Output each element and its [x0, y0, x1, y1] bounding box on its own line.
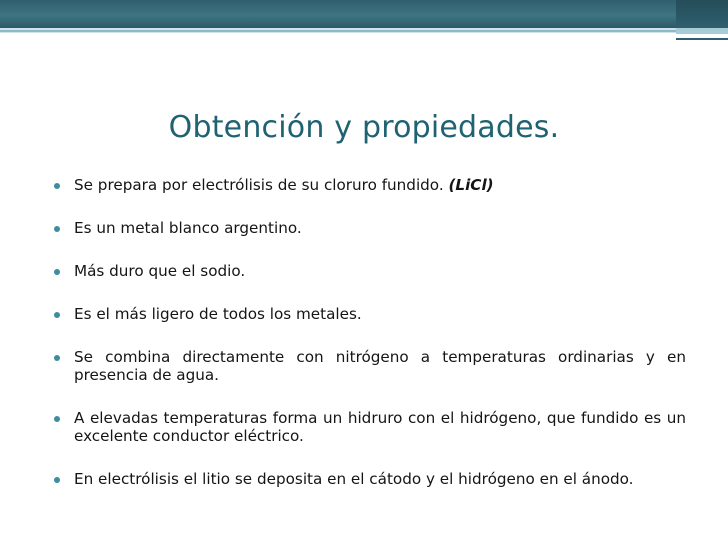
bullet-text: Es un metal blanco argentino. [74, 219, 302, 237]
bullet-item [54, 262, 686, 280]
bullet-item [54, 305, 686, 323]
header-band-right-block [676, 0, 728, 28]
bullet-dot-icon [54, 477, 60, 483]
bullet-text: Es el más ligero de todos los metales. [74, 305, 362, 323]
bullet-item [54, 470, 686, 488]
bullet-text: A elevadas temperaturas forma un hidruro con el hidrógeno, que fundido es un excelente conductor eléctrico. [74, 409, 686, 445]
header-accent-line [0, 30, 728, 32]
header-band [0, 0, 728, 28]
bullet-text: Se prepara por electrólisis de su cloruro fundido. [74, 176, 449, 194]
bullet-emphasis: (LiCl) [448, 176, 494, 194]
bullet-item [54, 409, 686, 445]
bullet-list [54, 176, 686, 513]
bullet-item [54, 176, 686, 194]
bullet-text: Más duro que el sodio. [74, 262, 246, 280]
bullet-item [54, 219, 686, 237]
header-right-line [676, 38, 728, 40]
header-accent-right [676, 28, 728, 34]
bullet-dot-icon [54, 416, 60, 422]
bullet-dot-icon [54, 269, 60, 275]
bullet-dot-icon [54, 226, 60, 232]
bullet-text: Se combina directamente con nitrógeno a temperaturas ordinarias y en presencia de agua. [74, 348, 686, 384]
slide-title-text: Obtención y propiedades. [168, 110, 560, 145]
slide-title [0, 110, 728, 145]
bullet-dot-icon [54, 355, 60, 361]
bullet-dot-icon [54, 312, 60, 318]
bullet-dot-icon [54, 183, 60, 189]
bullet-item [54, 348, 686, 384]
bullet-text: En electrólisis el litio se deposita en el cátodo y el hidrógeno en el ánodo. [74, 470, 634, 488]
